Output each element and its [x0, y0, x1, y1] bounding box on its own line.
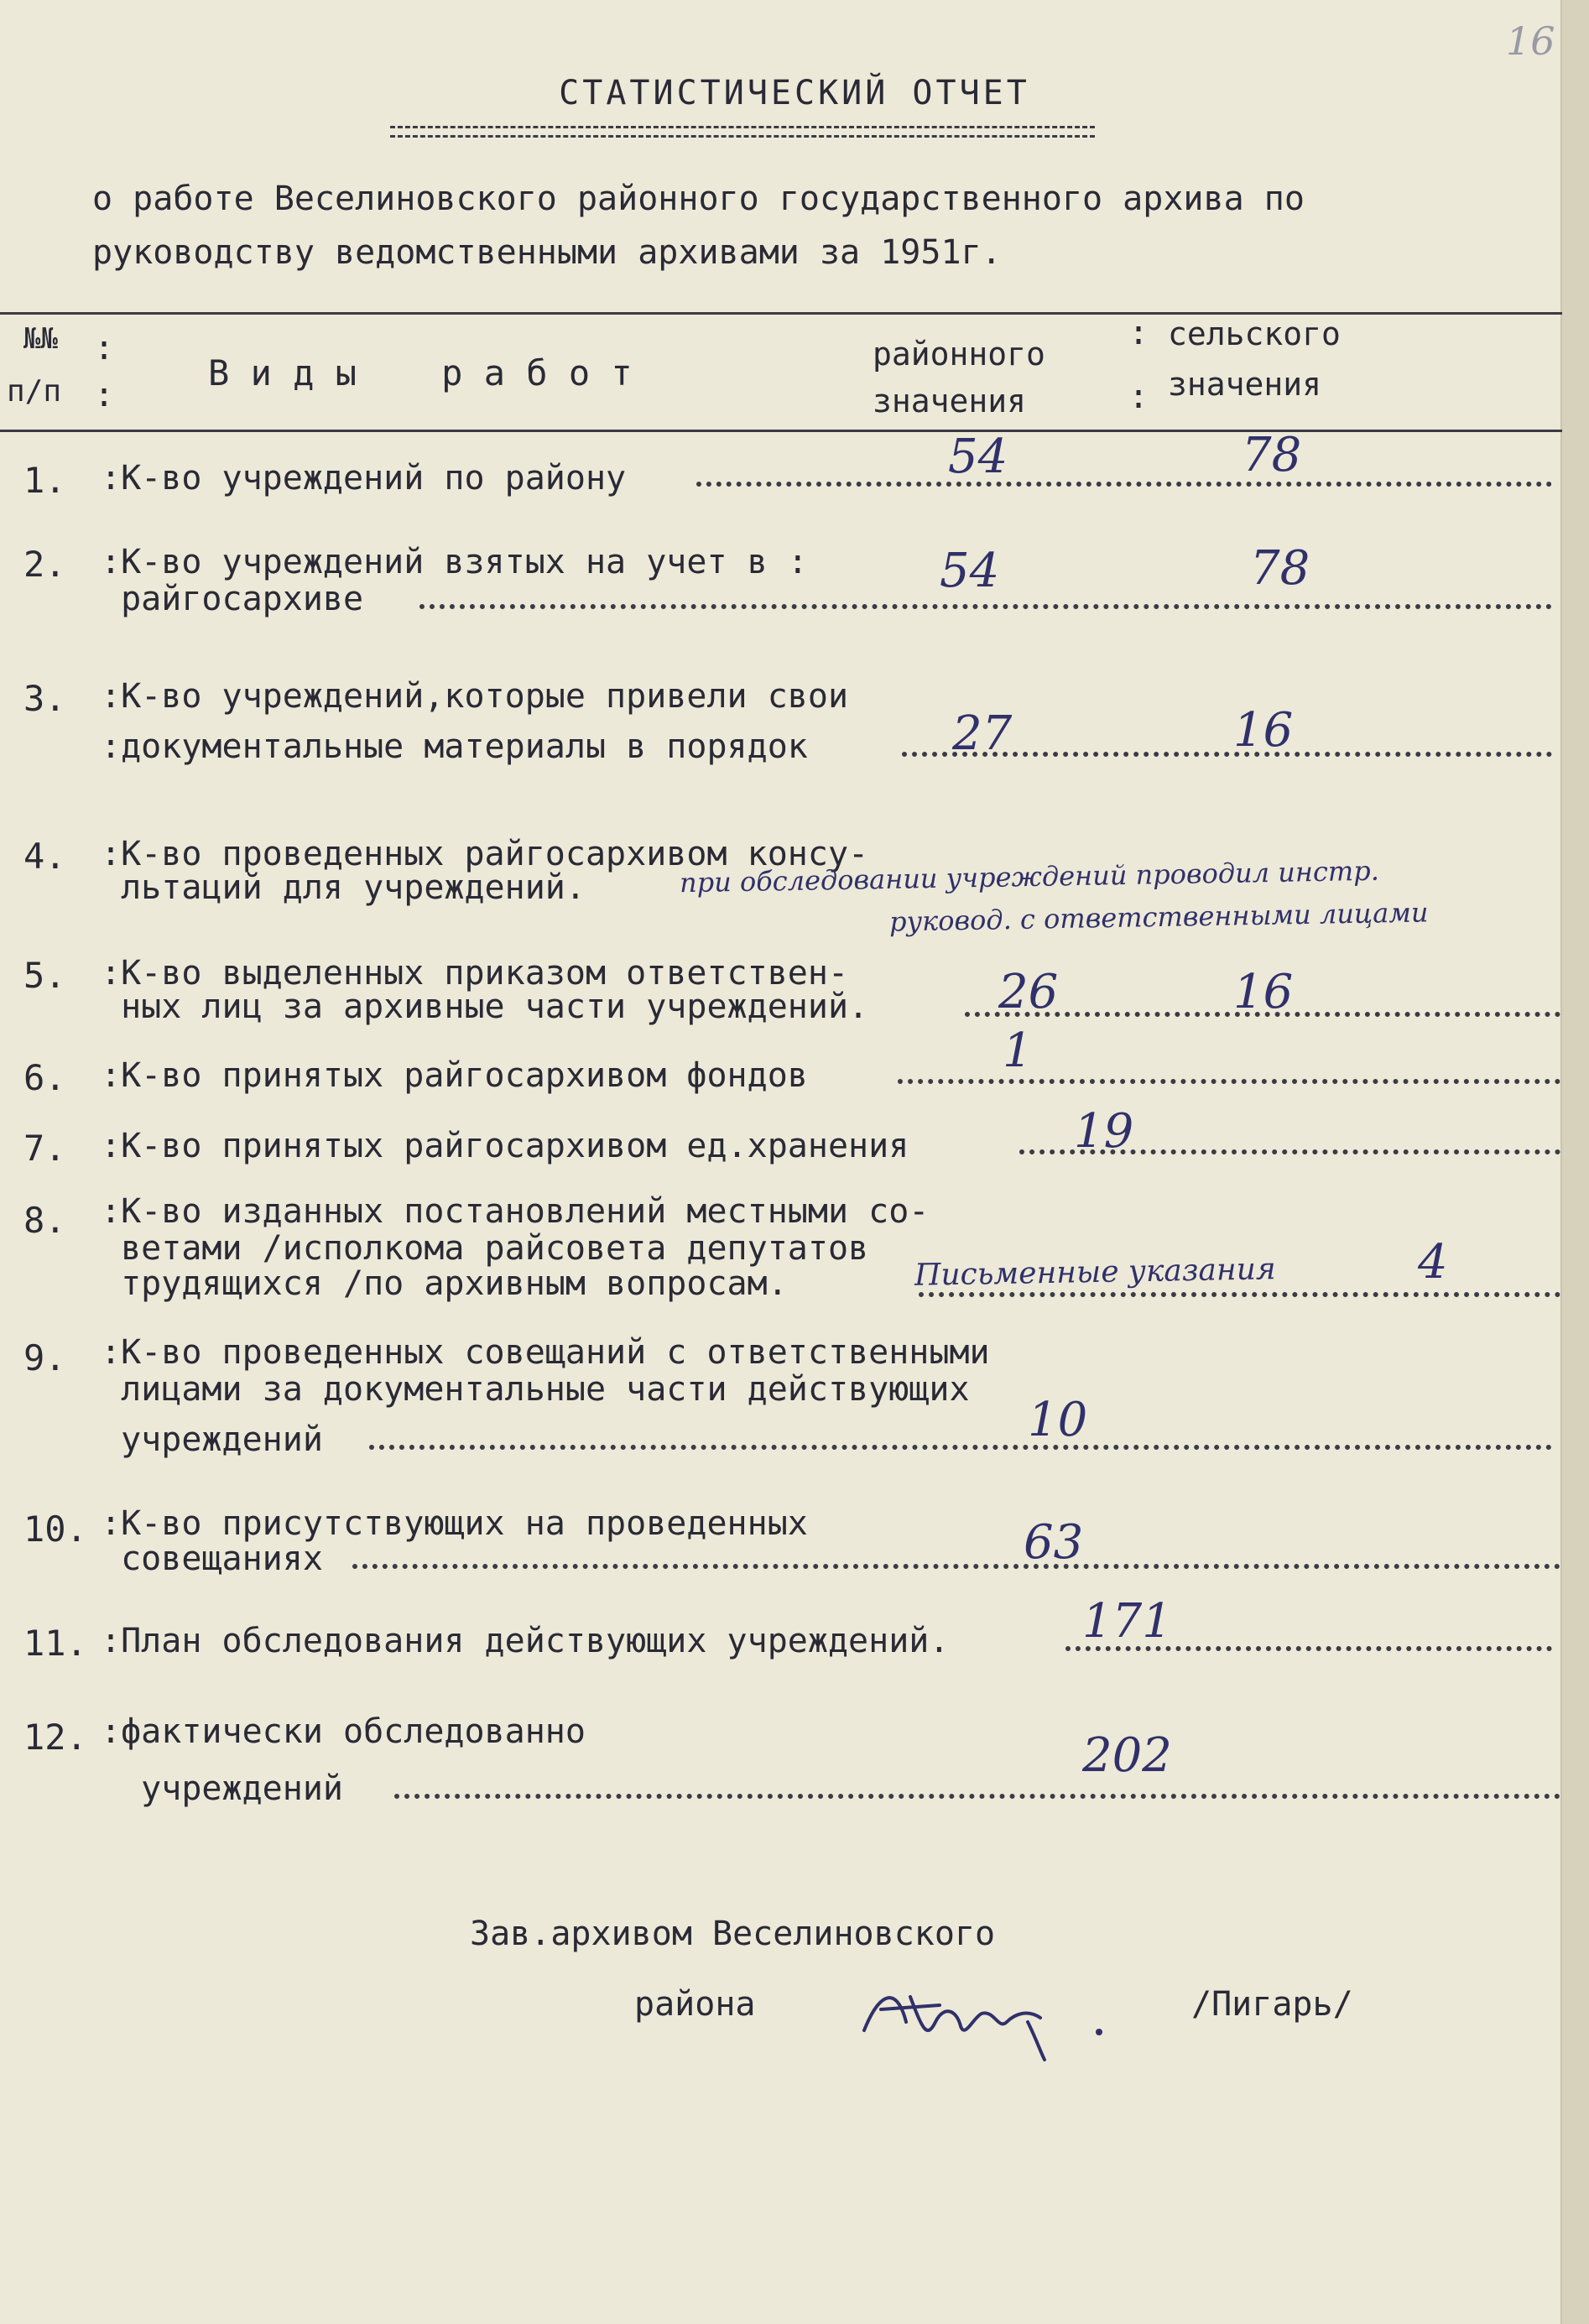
dotted-leader: [352, 1564, 1560, 1569]
row-label: :К-во изданных постановлений местными со-: [101, 1192, 930, 1231]
row-number: 2.: [23, 544, 66, 585]
handwritten-district-value: 1: [1003, 1024, 1033, 1078]
row-number: 11.: [23, 1623, 87, 1664]
row-label: :К-во учреждений,которые привели свои: [101, 677, 849, 716]
handwritten-district-value: 54: [940, 544, 1000, 598]
handwritten-district-value: 19: [1074, 1104, 1134, 1159]
handwritten-note: Письменные указания: [914, 1252, 1276, 1293]
header-separator: :: [1128, 378, 1149, 416]
dotted-leader: [696, 482, 1552, 487]
header-rural-line1: сельского: [1168, 315, 1341, 352]
subtitle-line-1: о работе Веселиновского районного государственного архива по: [92, 180, 1305, 218]
handwritten-rural-value: 78: [1250, 541, 1310, 596]
row-label: :фактически обследованно: [101, 1712, 586, 1751]
row-label: :К-во принятых райгосархивом ед.хранения: [101, 1127, 909, 1165]
title-underline: [390, 126, 1095, 138]
row-label: учреждений: [101, 1769, 343, 1808]
handwritten-district-value: 54: [948, 430, 1008, 484]
dotted-leader: [419, 604, 1552, 609]
dotted-leader: [919, 1292, 1560, 1297]
dotted-leader: [898, 1079, 1560, 1084]
row-label: совещаниях: [101, 1540, 323, 1578]
handwritten-rural-value: 16: [1233, 965, 1294, 1019]
header-district-line2: значения: [873, 383, 1027, 419]
row-label: райгосархиве: [101, 580, 364, 618]
row-label: лицами за документальные части действующих: [101, 1370, 970, 1409]
handwritten-district-value: 27: [952, 706, 1013, 761]
row-label: :К-во присутствующих на проведенных: [101, 1504, 808, 1543]
row-label: ветами /исполкома райсовета депутатов: [101, 1229, 869, 1268]
row-number: 4.: [23, 836, 66, 877]
row-number: 1.: [23, 460, 66, 501]
header-rural-line2: значения: [1168, 366, 1322, 403]
table-top-rule: [0, 312, 1562, 315]
handwritten-note: руковод. с ответственными лицами: [888, 896, 1429, 938]
handwritten-rural-value: 4: [1418, 1235, 1448, 1290]
row-number: 9.: [23, 1337, 66, 1378]
row-number: 10.: [23, 1509, 87, 1550]
page-edge: [1562, 0, 1589, 2324]
signature-district: района: [634, 1985, 756, 2024]
header-district-line1: районного: [873, 336, 1045, 373]
row-number: 7.: [23, 1128, 66, 1169]
handwritten-district-value: 202: [1082, 1728, 1172, 1783]
header-separator: :: [94, 376, 115, 414]
row-label: трудящихся /по архивным вопросам.: [101, 1264, 788, 1303]
handwritten-district-value: 26: [998, 965, 1059, 1019]
document-subtitle: [92, 172, 1305, 279]
row-label: :К-во проведенных райгосархивом консу-: [101, 835, 869, 873]
signature-title: Зав.архивом Веселиновского: [470, 1915, 996, 1953]
dotted-leader: [369, 1445, 1552, 1450]
row-label: ных лиц за архивные части учреждений.: [101, 987, 869, 1026]
row-number: 3.: [23, 678, 66, 719]
handwritten-note: при обследовании учреждений проводил инстр.: [679, 854, 1380, 899]
row-label: :К-во принятых райгосархивом фондов: [101, 1056, 808, 1095]
row-label: :К-во проведенных совещаний с ответственными: [101, 1333, 990, 1372]
header-num-line2: п/п: [7, 374, 62, 409]
row-label: :К-во учреждений взятых на учет в :: [101, 543, 808, 581]
row-number: 6.: [23, 1057, 66, 1098]
subtitle-line-2: руководству ведомственными архивами за 1951г.: [92, 233, 1002, 272]
row-label: :План обследования действующих учреждений.: [101, 1622, 950, 1660]
row-label: :К-во учреждений по району: [101, 459, 627, 498]
handwritten-district-value: 63: [1024, 1515, 1084, 1570]
row-number: 8.: [23, 1200, 66, 1241]
handwritten-signature: [847, 1972, 1116, 2064]
row-label: :документальные материалы в порядок: [101, 727, 808, 766]
row-label: учреждений: [101, 1420, 323, 1459]
row-number: 5.: [23, 955, 66, 996]
handwritten-district-value: 171: [1082, 1594, 1172, 1649]
row-label: :К-во выделенных приказом ответствен-: [101, 954, 849, 993]
row-label: льтаций для учреждений.: [101, 868, 586, 907]
handwritten-district-value: 10: [1028, 1393, 1088, 1447]
signatory-name: /Пигарь/: [1191, 1985, 1353, 2024]
header-work-types: В и д ы р а б о т: [208, 352, 633, 393]
header-separator: :: [1128, 314, 1149, 352]
page-number: 16: [1506, 18, 1555, 64]
document-title: СТАТИСТИЧЕСКИЙ ОТЧЕТ: [559, 74, 1030, 112]
dotted-leader: [394, 1794, 1560, 1799]
table-header-rule: [0, 430, 1562, 432]
header-separator: :: [94, 329, 115, 367]
row-number: 12.: [23, 1717, 87, 1758]
header-num-line1: №№: [23, 322, 58, 356]
handwritten-rural-value: 78: [1242, 428, 1302, 482]
handwritten-rural-value: 16: [1233, 703, 1294, 758]
